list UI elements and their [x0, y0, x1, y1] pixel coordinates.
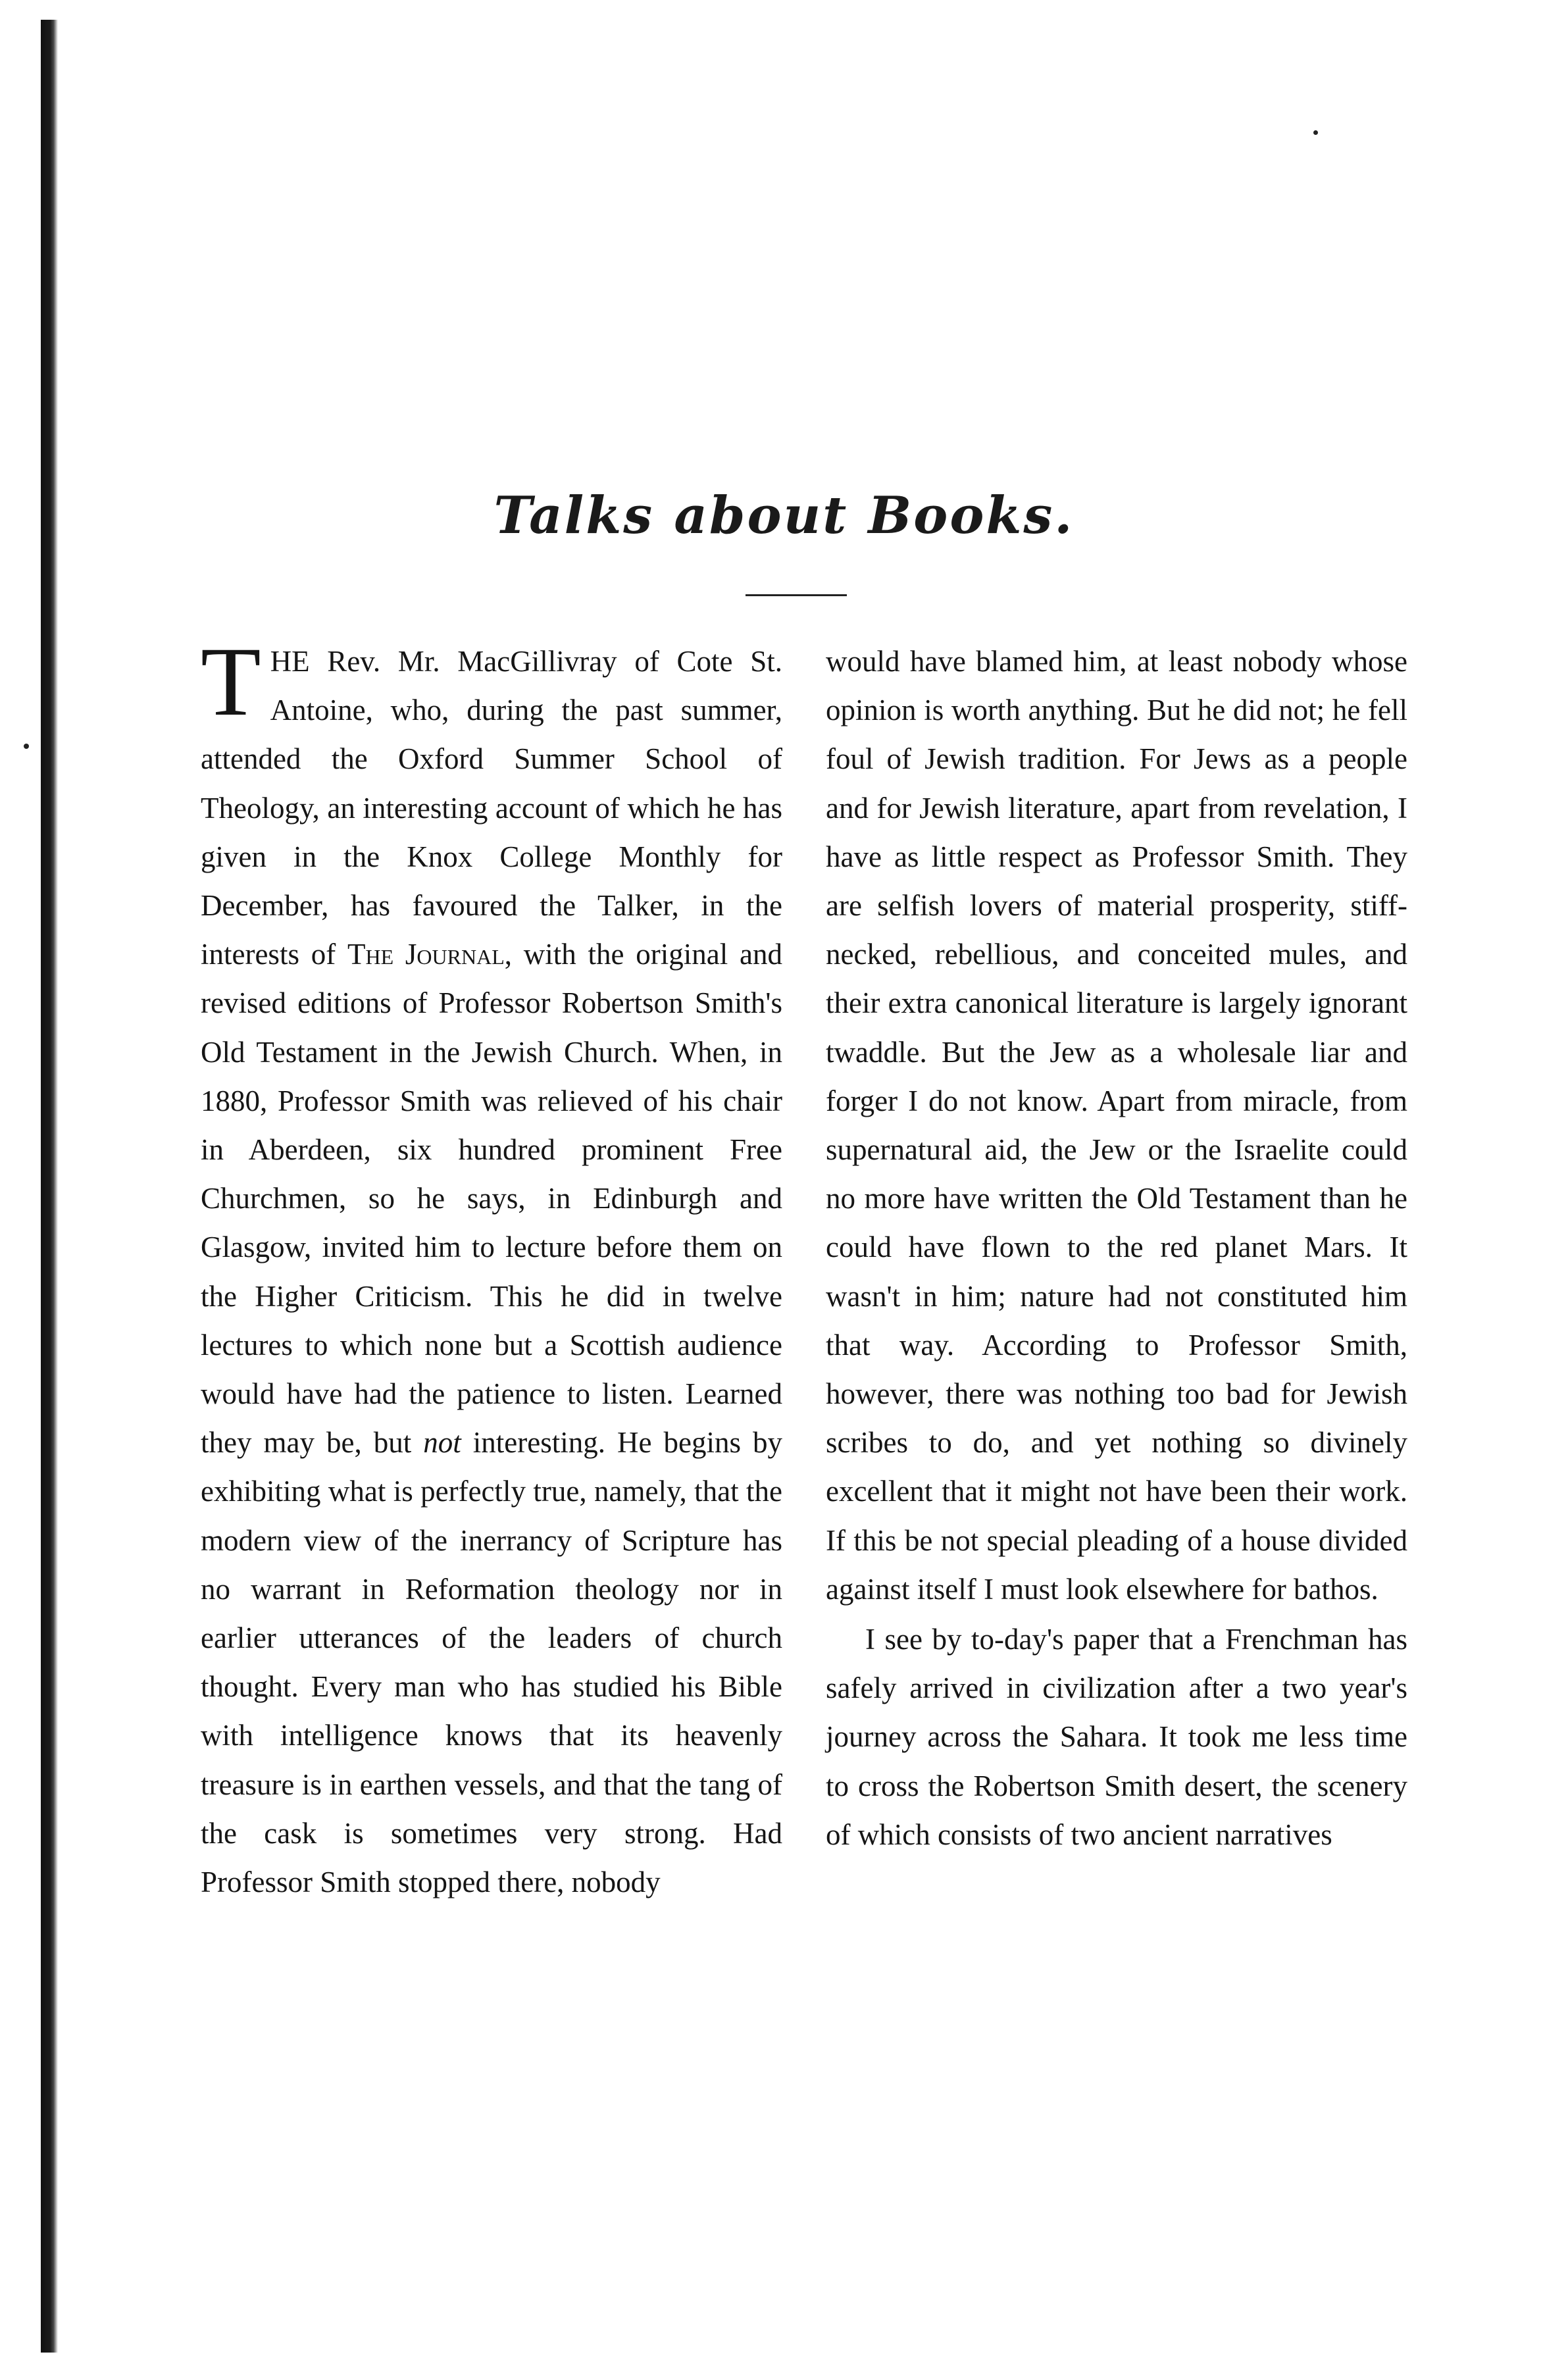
heading-rule [746, 594, 847, 596]
paragraph-text: interesting. He begins by exhibiting what is perfectly true, namely, that the modern view of the inerrancy of Scripture has no warrant in Reformation theology nor in earlier utterances of the leaders of church thought. Every man who has studied his Bible with intelligence knows that its heavenly treasure is in earthen vessels, and that the tang of the cask is sometimes very strong. Had Professor Smith stopped there, nobody [201, 1426, 782, 1899]
left-column [201, 627, 783, 1906]
scanned-page-edge [41, 20, 58, 2353]
paragraph-text: , with the original and revised editions of Professor Robertson Smith's Old Testament in the Jewish Church. When, in 1880, Professor Smith was relieved of his chair in Aberdeen, six hundred prominent Free Churchmen, so he says, in Edinburgh and Glasgow, invited him to lecture before them on the Higher Criticism. This he did in twelve lectures to which none but a Scottish audience would have had the patience to listen. Learned they may be, but [201, 938, 783, 1460]
page-heading: Talks about Books. [493, 486, 1075, 546]
scan-speck [24, 744, 29, 749]
article-paragraph: I see by to-day's paper that a Frenchman has safely arrived in civilization after a two year's journey across the Sahara. It took me less time to cross the Robertson Smith desert, the scenery of which consists of two ancient narratives [826, 1623, 1407, 1851]
article-paragraph [201, 627, 783, 1906]
paragraph-text: HE Rev. Mr. MacGillivray of Cote St. Antoine, who, during the past summer, attended the Oxford Summer School of Theology, an interesting account of which he has given in the Knox College Monthly for December, has favoured the Talker, in the interests of [201, 645, 782, 971]
journal-name: The Journal [347, 938, 505, 971]
drop-cap: T [201, 627, 261, 736]
article-paragraph-continued: would have blamed him, at least nobody whose opinion is worth anything. But he did not; he fell foul of Jewish tradition. For Jews as a people and for Jewish literature, apart from revelation, I have as little respect as Professor Smith. They are selfish lovers of material prosperity, stiff-necked, rebellious, and conceited mules, and their extra canonical literature is largely ignorant twaddle. But the Jew as a wholesale liar and forger I do not know. Apart from miracle, from supernatural aid, the Jew or the Israelite could no more have written the Old Testament than he could have flown to the red planet Mars. It wasn't in him; nature had not constituted him that way. According to Professor Smith, however, there was nothing too bad for Jewish scribes to do, and yet nothing so divinely excellent that it might not have been their work. If this be not special pleading of a house divided against itself I must look elsewhere for bathos. [826, 645, 1407, 1606]
right-column [826, 637, 1407, 1859]
emphasis-word: not [423, 1426, 461, 1460]
scan-speck [1313, 130, 1318, 135]
